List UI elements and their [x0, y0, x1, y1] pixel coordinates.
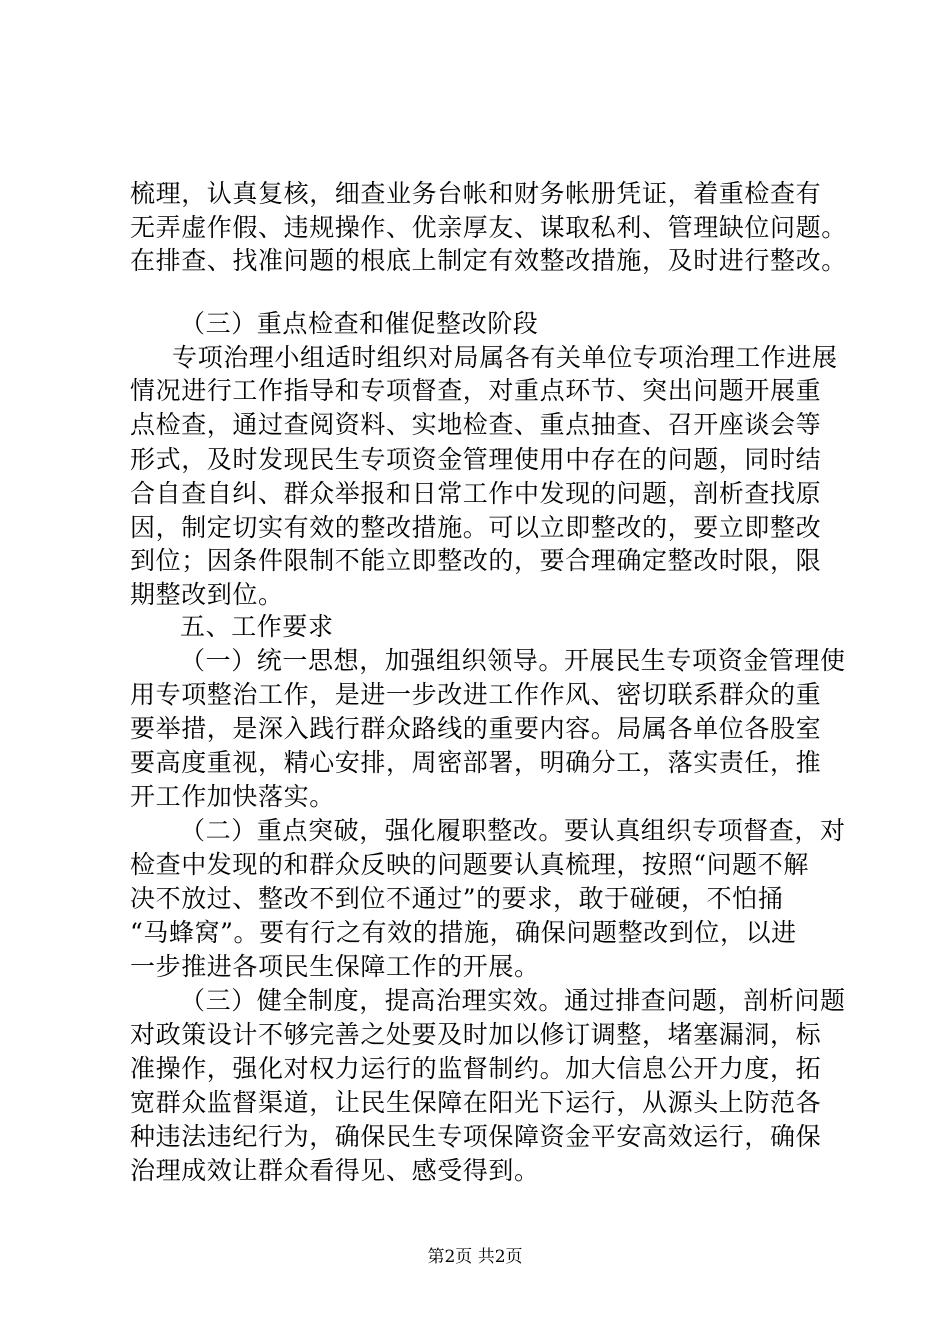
paragraph-2-line: 合自查自纠、群众举报和日常工作中发现的问题，剖析查找原	[130, 479, 822, 508]
paragraph-3-line: 开工作加快落实。	[130, 782, 335, 811]
paragraph-3-line: 要高度重视，精心安排，周密部署，明确分工，落实责任，推	[130, 748, 822, 777]
paragraph-1-line: 无弄虚作假、违规操作、优亲厚友、谋取私利、管理缺位问题。	[130, 213, 847, 242]
paragraph-5-line: 准操作，强化对权力运行的监督制约。加大信息公开力度，拓	[130, 1054, 822, 1083]
paragraph-5-line: 对政策设计不够完善之处要及时加以修订调整，堵塞漏洞，标	[130, 1020, 822, 1049]
paragraph-2-line: 专项治理小组适时组织对局属各有关单位专项治理工作进展	[172, 343, 838, 372]
paragraph-3-line: 要举措，是深入践行群众路线的重要内容。局属各单位各股室	[130, 714, 822, 743]
paragraph-5-line: （三）健全制度，提高治理实效。通过排查问题，剖析问题	[180, 986, 846, 1015]
paragraph-2-line: 到位；因条件限制不能立即整改的，要合理确定整改时限，限	[130, 546, 822, 575]
paragraph-1-line: 梳理，认真复核，细查业务台帐和财务帐册凭证，着重检查有	[130, 179, 822, 208]
paragraph-2-line: 因，制定切实有效的整改措施。可以立即整改的，要立即整改	[130, 513, 822, 542]
paragraph-4-line: 决不放过、整改不到位不通过”的要求，敢于碰硬，不怕捅	[130, 884, 784, 913]
paragraph-2-line: 形式，及时发现民生专项资金管理使用中存在的问题，同时结	[130, 445, 822, 474]
paragraph-5-line: 宽群众监督渠道，让民生保障在阳光下运行，从源头上防范各	[130, 1088, 822, 1117]
paragraph-4-line: “马蜂窝”。要有行之有效的措施，确保问题整改到位，以进	[130, 918, 797, 947]
paragraph-4-line: 检查中发现的和群众反映的问题要认真梳理，按照“问题不解	[130, 850, 809, 879]
paragraph-2-line: 情况进行工作指导和专项督查，对重点环节、突出问题开展重	[130, 376, 822, 405]
paragraph-4-line: （二）重点突破，强化履职整改。要认真组织专项督查，对	[180, 816, 846, 845]
page-footer: 第2页 共2页	[427, 1247, 523, 1267]
section-heading-3: （三）重点检查和催促整改阶段	[180, 309, 539, 338]
paragraph-3-line: 用专项整治工作，是进一步改进工作作风、密切联系群众的重	[130, 680, 822, 709]
section-heading-5: 五、工作要求	[180, 612, 334, 641]
paragraph-2-line: 点检查，通过查阅资料、实地检查、重点抽查、召开座谈会等	[130, 410, 822, 439]
paragraph-4-line: 一步推进各项民生保障工作的开展。	[130, 952, 540, 981]
paragraph-3-line: （一）统一思想，加强组织领导。开展民生专项资金管理使	[180, 646, 846, 675]
paragraph-2-line: 期整改到位。	[130, 580, 284, 609]
paragraph-1-line: 在排查、找准问题的根底上制定有效整改措施，及时进行整改。	[130, 246, 847, 275]
paragraph-5-line: 种违法违纪行为，确保民生专项保障资金平安高效运行，确保	[130, 1122, 822, 1151]
paragraph-5-line: 治理成效让群众看得见、感受得到。	[130, 1156, 540, 1185]
